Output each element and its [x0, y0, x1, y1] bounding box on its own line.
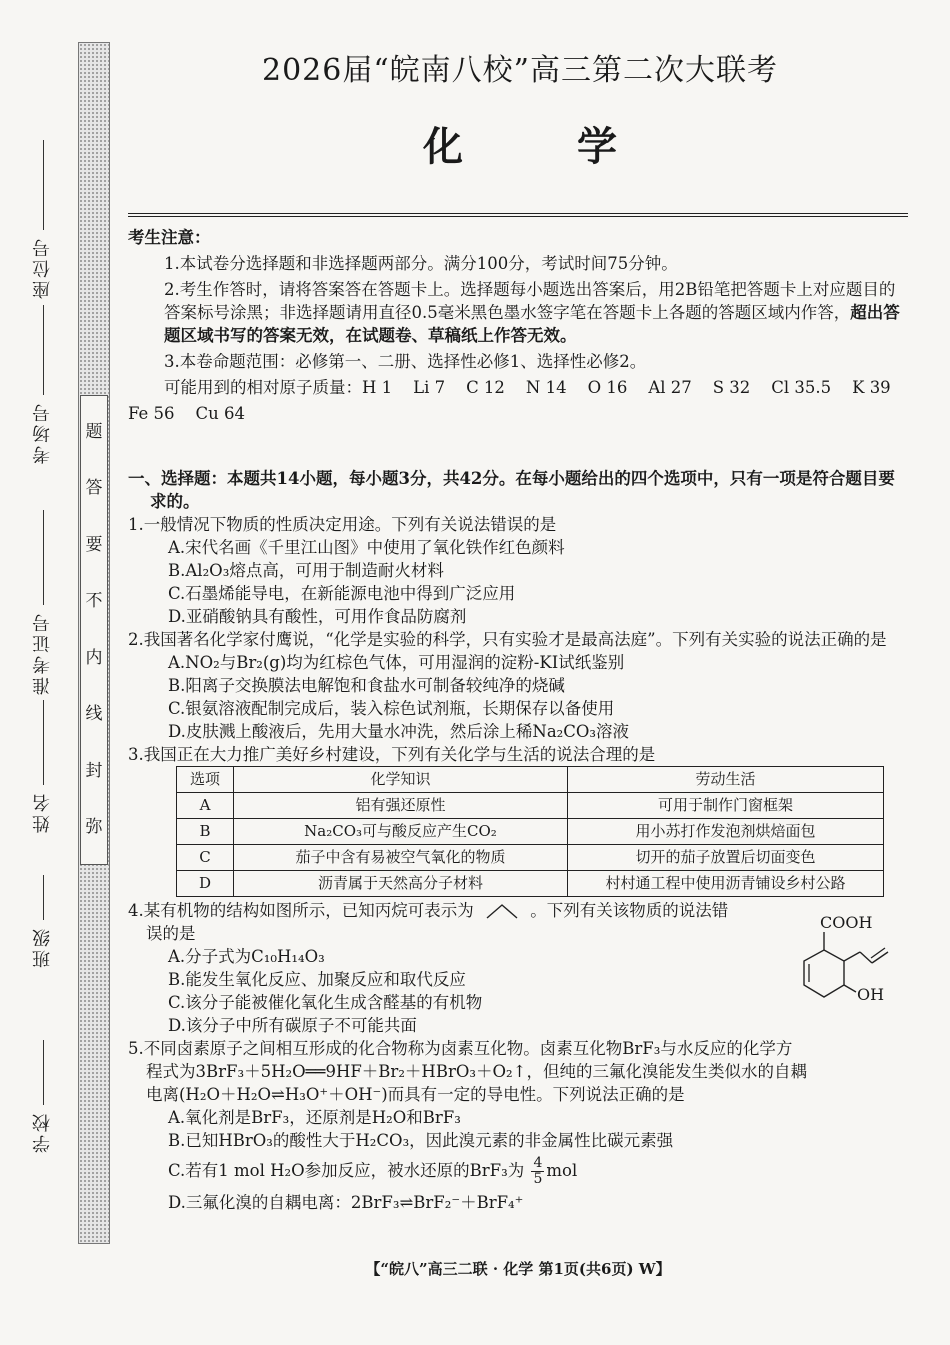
field-seat-number[interactable]: 座位号: [30, 140, 56, 299]
table-cell: D: [177, 871, 234, 897]
option: D.三氟化溴的自耦电离：2BrF₃⇌BrF₂⁻＋BrF₄⁺: [168, 1193, 524, 1212]
subject-title: 化 学: [423, 123, 667, 170]
option: A.分子式为C₁₀H₁₄O₃: [168, 947, 325, 966]
question-3: [128, 743, 908, 897]
organic-molecule-structure: [800, 905, 910, 1020]
option: C.石墨烯能导电，在新能源电池中得到广泛应用: [168, 584, 516, 603]
seal-char: 答: [85, 478, 103, 499]
fraction: $\frac{4}{5}$: [533, 1155, 543, 1187]
table-cell: C: [177, 845, 234, 871]
questions-block: [128, 467, 908, 1214]
atomic-masses: 可能用到的相对原子质量：H 1 Li 7 C 12 N 14 O 16 Al 27 S 32 Cl 35.5 K 39: [164, 378, 891, 397]
mol-label-oh: OH: [857, 985, 885, 1004]
notice-item: 3.本卷命题范围：必修第一、二册、选择性必修1、选择性必修2。: [164, 352, 647, 371]
table-cell: 铝有强还原性: [234, 793, 568, 819]
option: B.能发生氧化反应、加聚反应和取代反应: [168, 970, 466, 989]
option: B.已知HBrO₃的酸性大于H₂CO₃，因此溴元素的非金属性比碳元素强: [168, 1131, 674, 1150]
table-cell: 用小苏打作发泡剂烘焙面包: [568, 819, 884, 845]
header-rule: [128, 213, 908, 214]
table-cell: A: [177, 793, 234, 819]
question-stem: 1.一般情况下物质的性质决定用途。下列有关说法错误的是: [128, 515, 557, 534]
question-stem: 2.我国著名化学家付鹰说，“化学是实验的科学，只有实验才是最高法庭”。下列有关实验的说法正确的是: [128, 630, 887, 649]
option: A.宋代名画《千里江山图》中使用了氧化铁作红色颜料: [168, 538, 565, 557]
field-class[interactable]: 班级: [30, 875, 56, 968]
header-rule-2: [128, 216, 908, 217]
table-cell: Na₂CO₃可与酸反应产生CO₂: [234, 819, 568, 845]
question-stem: 5.不同卤素原子之间相互形成的化合物称为卤素互化物。卤素互化物BrF₃与水反应的化学方: [128, 1039, 793, 1058]
option: A.NO₂与Br₂(g)均为红棕色气体，可用湿润的淀粉-KI试纸鉴别: [168, 653, 625, 672]
table-row: [177, 845, 884, 871]
question-stem: 3.我国正在大力推广美好乡村建设，下列有关化学与生活的说法合理的是: [128, 745, 656, 764]
table-header-row: [177, 767, 884, 793]
notice-item: 2.考生作答时，请将答案答在答题卡上。选择题每小题选出答案后，用2B铅笔把答题卡上对应题目的答案标号涂黑；非选择题请用直径0.5毫米黑色墨水签字笔在答题卡上各题的答题区域内作答，超出答题区域书写的答案无效，在试题卷、草稿纸上作答无效。: [164, 280, 900, 345]
seal-char: 内: [85, 647, 103, 668]
table-cell: 茄子中含有易被空气氧化的物质: [234, 845, 568, 871]
question-1: [128, 513, 908, 628]
table-cell: 切开的茄子放置后切面变色: [568, 845, 884, 871]
seal-char: 封: [85, 760, 103, 781]
field-admission-number[interactable]: 准考证号: [30, 510, 56, 695]
propane-skeleton-icon: [485, 902, 519, 920]
page-footer: 【“皖八”高三二联 · 化学 第1页(共6页) W】: [365, 1260, 671, 1278]
option: D.该分子中所有碳原子不可能共面: [168, 1016, 417, 1035]
option: D.皮肤溅上酸液后，先用大量水冲洗，然后涂上稀Na₂CO₃溶液: [168, 722, 630, 741]
table-cell: 可用于制作门窗框架: [568, 793, 884, 819]
question-stem: 4.某有机物的结构如图所示，已知丙烷可表示为 。下列有关该物质的说法错: [128, 901, 729, 920]
question-stem-cont: 电离(H₂O＋H₂O⇌H₃O⁺＋OH⁻)而具有一定的导电性。下列说法正确的是: [146, 1085, 685, 1104]
table-header: 选项: [177, 767, 234, 793]
seal-char: 要: [85, 534, 103, 555]
notice-item: 1.本试卷分选择题和非选择题两部分。满分100分，考试时间75分钟。: [164, 254, 678, 273]
question-4: [128, 899, 908, 1037]
table-cell: 村村通工程中使用沥青铺设乡村公路: [568, 871, 884, 897]
option: C.该分子能被催化氧化生成含醛基的有机物: [168, 993, 483, 1012]
option: C.若有1 mol H₂O参加反应，被水还原的BrF₃为 $\frac{4}{5}$ mol: [168, 1155, 578, 1187]
seal-line-notice: [80, 395, 108, 865]
question-stem-cont: 误的是: [146, 924, 196, 943]
mol-label-cooh: COOH: [820, 913, 873, 932]
option: D.亚硝酸钠具有酸性，可用作食品防腐剂: [168, 607, 467, 626]
notice-heading: 考生注意：: [128, 228, 211, 247]
question-stem-cont: 程式为3BrF₃＋5H₂O══9HF＋Br₂＋HBrO₃＋O₂↑，但纯的三氟化溴能发生类似水的自耦: [146, 1062, 807, 1081]
question-5: [128, 1037, 908, 1214]
q3-table: [176, 766, 884, 897]
seal-char: 弥: [85, 817, 103, 838]
table-header: 劳动生活: [568, 767, 884, 793]
seal-char: 线: [85, 704, 103, 725]
field-exam-room[interactable]: 考场号: [30, 305, 56, 464]
field-school[interactable]: 学校: [30, 1040, 56, 1153]
option: B.阳离子交换膜法电解饱和食盐水可制备较纯净的烧碱: [168, 676, 565, 695]
option: B.Al₂O₃熔点高，可用于制造耐火材料: [168, 561, 444, 580]
notice-block: [128, 226, 908, 425]
exam-title: 2026届“皖南八校”高三第二次大联考: [261, 53, 779, 88]
section-heading: 一、选择题：本题共14小题，每小题3分，共42分。在每小题给出的四个选项中，只有一项是符合题目要求的。: [128, 469, 895, 511]
table-row: [177, 819, 884, 845]
table-header: 化学知识: [234, 767, 568, 793]
option: C.银氨溶液配制完成后，装入棕色试剂瓶，长期保存以备使用: [168, 699, 615, 718]
question-2: [128, 628, 908, 743]
table-cell: 沥青属于天然高分子材料: [234, 871, 568, 897]
table-cell: B: [177, 819, 234, 845]
field-name[interactable]: 姓名: [30, 700, 56, 833]
seal-char: 不: [85, 591, 103, 612]
option: A.氧化剂是BrF₃，还原剂是H₂O和BrF₃: [168, 1108, 461, 1127]
seal-char: 题: [85, 421, 103, 442]
table-row: [177, 871, 884, 897]
table-row: [177, 793, 884, 819]
atomic-masses-cont: Fe 56 Cu 64: [128, 404, 246, 423]
